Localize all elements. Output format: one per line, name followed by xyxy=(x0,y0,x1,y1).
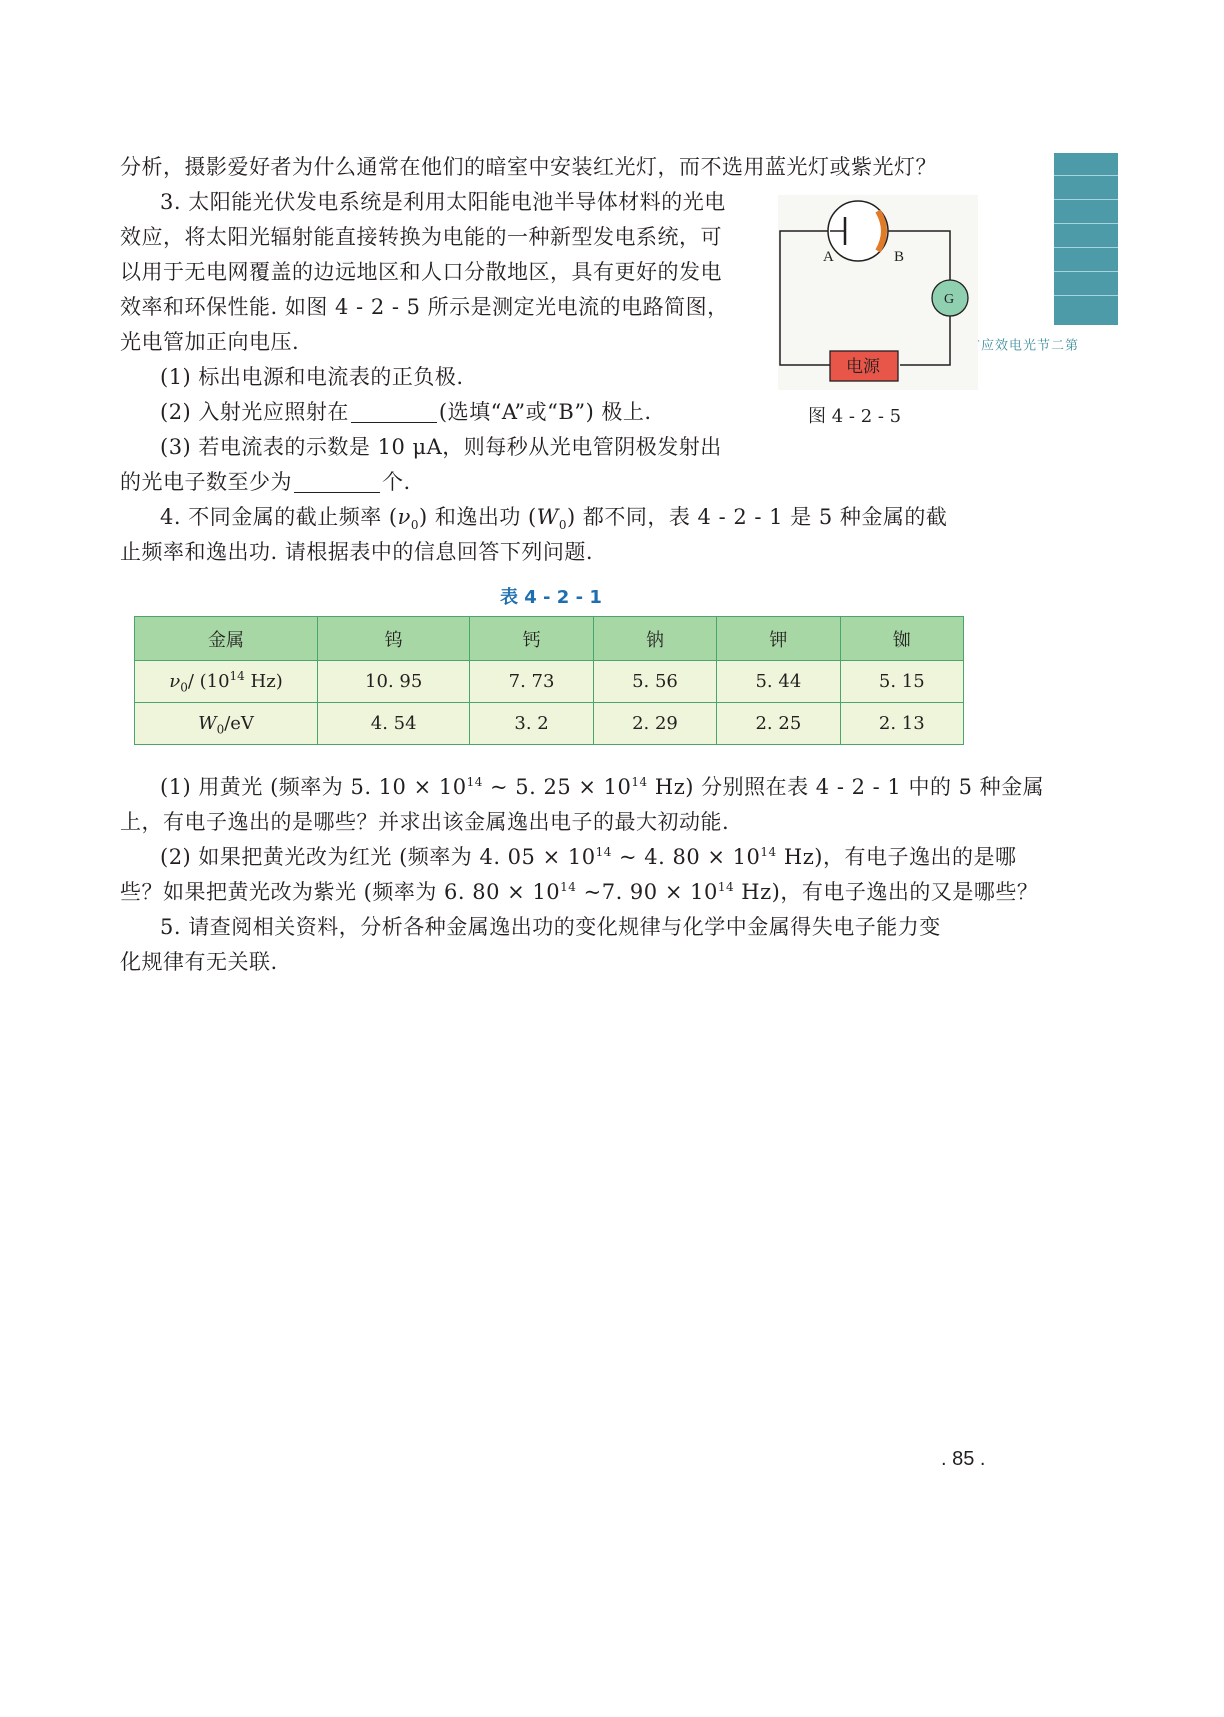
text-line xyxy=(160,500,1020,534)
subscript: 0 xyxy=(410,518,420,533)
text-fragment: ~ 5. 25 × 10 xyxy=(482,775,632,799)
table-cell: 3. 2 xyxy=(470,703,593,745)
text-fragment: ) 和逸出功 ( xyxy=(419,505,537,529)
text-line: 化规律有无关联. xyxy=(120,950,278,974)
label-a: A xyxy=(823,249,834,265)
side-char: 节 xyxy=(1034,338,1049,351)
side-char: 第 xyxy=(1062,338,1077,351)
text-fragment: (1) 用黄光 (频率为 5. 10 × 10 xyxy=(160,775,467,799)
superscript: 14 xyxy=(466,775,483,789)
galvanometer-label: G xyxy=(944,292,955,307)
text-line: 效率和环保性能. 如图 4 - 2 - 5 所示是测定光电流的电路简图， xyxy=(120,295,729,319)
symbol-nu: ν xyxy=(397,505,411,529)
table-cell: 5. 15 xyxy=(840,661,963,703)
header-cell: 钠 xyxy=(593,617,716,661)
side-char: 光 xyxy=(1020,338,1035,351)
text-fragment: / (10 xyxy=(187,671,230,692)
side-char: 电 xyxy=(1006,338,1021,351)
subscript: 0 xyxy=(180,680,188,695)
row-label-cutoff-frequency xyxy=(135,661,318,703)
section-side-title xyxy=(978,338,1077,351)
superscript: 14 xyxy=(760,845,777,859)
side-char: 效 xyxy=(992,338,1007,351)
text-fragment: (选填“A”或“B”) 极上. xyxy=(438,400,652,424)
text-line xyxy=(160,840,1020,874)
chapter-side-tab xyxy=(1054,153,1118,325)
text-fragment: ) 都不同，表 4 - 2 - 1 是 5 种金属的截 xyxy=(567,505,948,529)
table-caption: 表 4 - 2 - 1 xyxy=(500,587,602,608)
text-fragment: ~7. 90 × 10 xyxy=(576,880,718,904)
text-fragment: 的光电子数至少为 xyxy=(120,470,292,494)
metal-data-table xyxy=(134,616,964,745)
text-line xyxy=(160,770,1045,804)
text-line: 以用于无电网覆盖的边远地区和人口分散地区，具有更好的发电 xyxy=(120,260,722,284)
table-cell: 5. 44 xyxy=(717,661,840,703)
text-fragment: Hz)，有电子逸出的是哪 xyxy=(776,845,1017,869)
table-row xyxy=(135,703,964,745)
symbol-nu: ν xyxy=(169,671,181,692)
table-cell: 10. 95 xyxy=(318,661,470,703)
header-cell: 钙 xyxy=(470,617,593,661)
subscript: 0 xyxy=(558,518,567,533)
text-fragment: (2) 入射光应照射在 xyxy=(160,400,349,424)
text-line: (1) 标出电源和电流表的正负极. xyxy=(160,365,464,389)
text-line: 效应，将太阳光辐射能直接转换为电能的一种新型发电系统，可 xyxy=(120,225,722,249)
text-line xyxy=(160,395,790,429)
text-line: 5. 请查阅相关资料，分析各种金属逸出功的变化规律与化学中金属得失电子能力变 xyxy=(160,915,941,939)
figure-caption: 图 4 - 2 - 5 xyxy=(808,406,902,427)
text-line: 分析，摄影爱好者为什么通常在他们的暗室中安装红光灯，而不选用蓝光灯或紫光灯？ xyxy=(120,155,937,179)
text-fragment: /eV xyxy=(224,713,254,734)
text-line: 光电管加正向电压. xyxy=(120,330,300,354)
text-line: 上，有电子逸出的是哪些？并求出该金属逸出电子的最大初动能. xyxy=(120,810,730,834)
answer-blank xyxy=(294,470,380,493)
answer-blank xyxy=(351,400,437,423)
superscript: 14 xyxy=(560,880,577,894)
text-line: 止频率和逸出功. 请根据表中的信息回答下列问题. xyxy=(120,540,594,564)
superscript: 14 xyxy=(595,845,612,859)
side-char: 二 xyxy=(1048,338,1063,351)
text-line: 3. 太阳能光伏发电系统是利用太阳能电池半导体材料的光电 xyxy=(160,190,726,214)
text-fragment: Hz) 分别照在表 4 - 2 - 1 中的 5 种金属 xyxy=(647,775,1045,799)
header-cell: 铷 xyxy=(840,617,963,661)
text-line xyxy=(120,465,750,499)
table-header-row xyxy=(135,617,964,661)
photoelectric-circuit-diagram xyxy=(770,195,980,395)
table-cell: 2. 25 xyxy=(717,703,840,745)
table-cell: 2. 13 xyxy=(840,703,963,745)
text-fragment: Hz) xyxy=(244,671,283,692)
header-cell: 金属 xyxy=(135,617,318,661)
table-cell: 2. 29 xyxy=(593,703,716,745)
row-label-work-function xyxy=(135,703,318,745)
text-line xyxy=(120,875,1039,909)
header-cell: 钨 xyxy=(318,617,470,661)
text-fragment: ~ 4. 80 × 10 xyxy=(611,845,761,869)
text-fragment: 些？如果把黄光改为紫光 (频率为 6. 80 × 10 xyxy=(120,880,561,904)
text-line: (3) 若电流表的示数是 10 μA，则每秒从光电管阴极发射出 xyxy=(160,435,722,459)
text-fragment: Hz)，有电子逸出的又是哪些？ xyxy=(734,880,1039,904)
table-cell: 4. 54 xyxy=(318,703,470,745)
text-fragment: 4. 不同金属的截止频率 ( xyxy=(160,505,398,529)
side-char: 应 xyxy=(978,338,993,351)
text-fragment: (2) 如果把黄光改为红光 (频率为 4. 05 × 10 xyxy=(160,845,596,869)
label-b: B xyxy=(894,249,905,265)
page-number: . 85 . xyxy=(941,1448,986,1470)
text-fragment: 个. xyxy=(382,470,411,494)
symbol-w: W xyxy=(536,505,559,529)
symbol-w: W xyxy=(198,713,217,734)
superscript: 14 xyxy=(229,669,245,683)
table-row xyxy=(135,661,964,703)
superscript: 14 xyxy=(631,775,648,789)
table-cell: 7. 73 xyxy=(470,661,593,703)
subscript: 0 xyxy=(216,722,225,737)
header-cell: 钾 xyxy=(717,617,840,661)
table-cell: 5. 56 xyxy=(593,661,716,703)
power-source-label: 电源 xyxy=(846,357,880,377)
superscript: 14 xyxy=(717,880,735,894)
